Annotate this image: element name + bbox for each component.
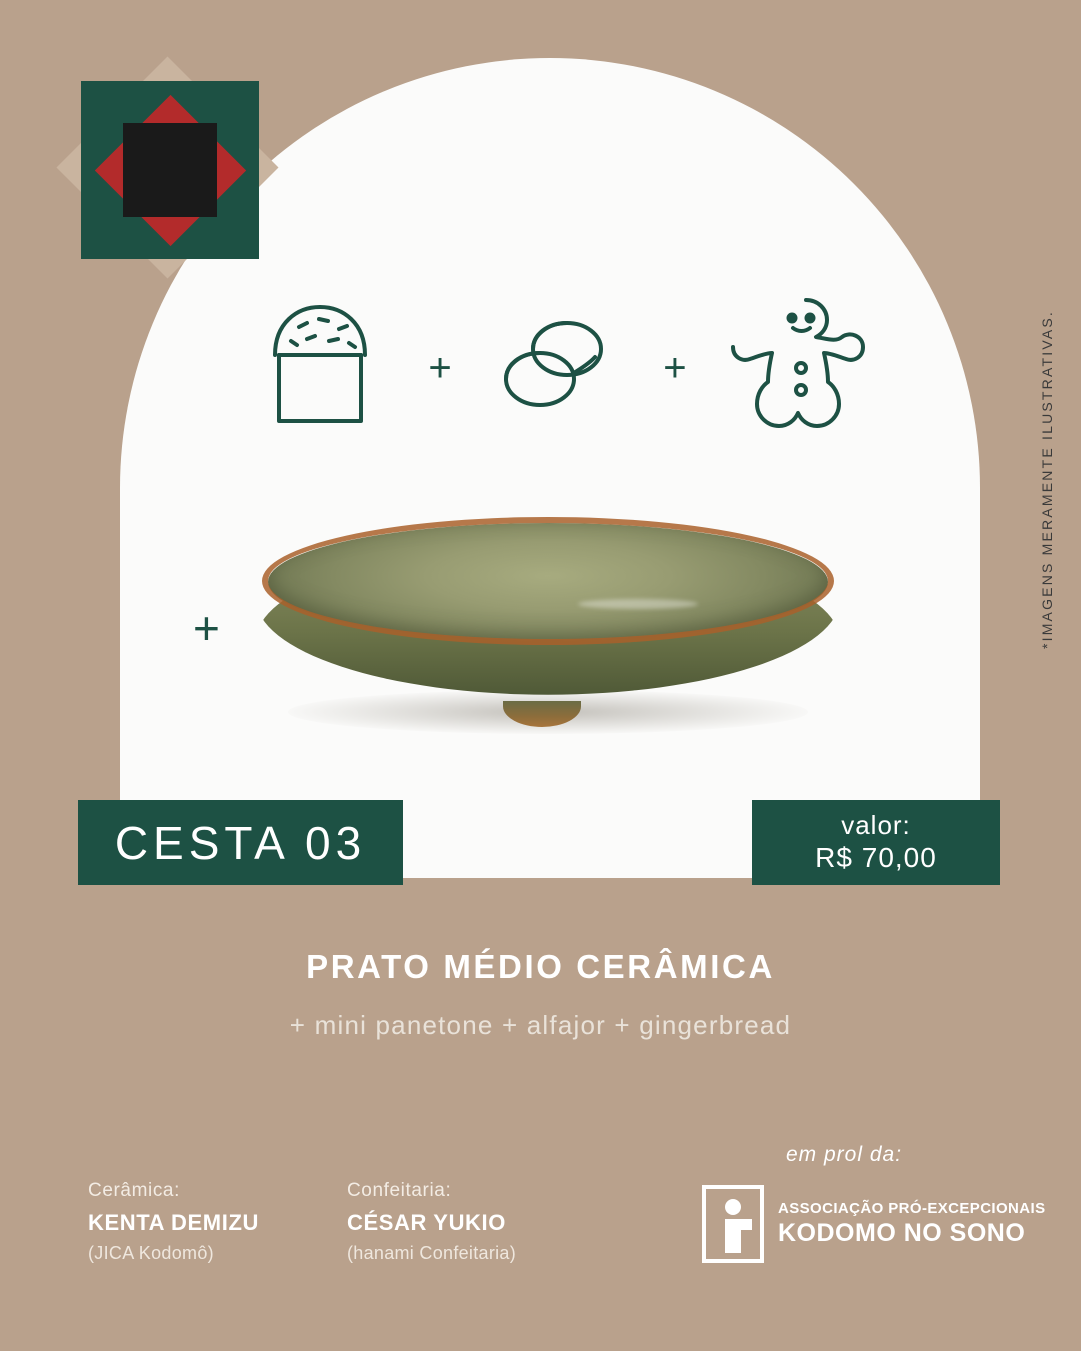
credit-org: (JICA Kodomô)	[88, 1243, 214, 1264]
alfajor-cookie-icon	[495, 313, 620, 423]
credit-role: Confeitaria:	[346, 1180, 452, 1201]
logo-figure-arm	[741, 1219, 752, 1230]
price-label: valor:	[841, 809, 911, 840]
plus-icon-1: +	[428, 345, 452, 390]
credit-name: KENTA DEMIZU	[88, 1209, 259, 1235]
price-value: R$ 70,00	[815, 842, 937, 874]
bowl-highlight	[578, 599, 698, 609]
logo-square-black	[123, 123, 217, 217]
gingerbread-man-icon	[730, 290, 870, 445]
credit-role: Cerâmica:	[88, 1180, 180, 1201]
credit-confectionery	[347, 1178, 516, 1266]
logo-figure-head	[725, 1199, 741, 1215]
basket-badge-label: CESTA 03	[114, 816, 367, 869]
plus-icon-2: +	[663, 345, 687, 390]
kodomo-logo-mark	[57, 57, 279, 279]
ceramic-bowl-photo	[248, 505, 848, 755]
beneficiary-names	[778, 1200, 1046, 1248]
credit-name: CÉSAR YUKIO	[346, 1209, 506, 1235]
beneficiary-line1: ASSOCIAÇÃO PRÓ-EXCEPCIONAIS	[778, 1200, 1046, 1217]
logo-figure-body	[725, 1219, 741, 1253]
contents-icon-row	[255, 285, 870, 450]
product-subtitle: + mini panetone + alfajor + gingerbread	[289, 1010, 792, 1040]
beneficiary-line2: KODOMO NO SONO	[778, 1219, 1026, 1247]
beneficiary-label: em prol da:	[786, 1143, 903, 1166]
panettone-icon	[255, 293, 385, 443]
bowl-rim	[262, 517, 834, 645]
association-logo-icon	[702, 1185, 764, 1263]
price-badge	[752, 800, 1000, 885]
credits	[88, 1178, 516, 1266]
illustrative-images-note: *IMAGENS MERAMENTE ILUSTRATIVAS.	[1039, 310, 1055, 650]
beneficiary-block	[702, 1185, 1046, 1263]
plus-icon-3: +	[193, 602, 220, 654]
credit-org: (hanami Confeitaria)	[346, 1243, 517, 1264]
product-title: PRATO MÉDIO CERÂMICA	[306, 948, 775, 985]
basket-badge	[78, 800, 403, 885]
credit-ceramics	[88, 1178, 259, 1266]
